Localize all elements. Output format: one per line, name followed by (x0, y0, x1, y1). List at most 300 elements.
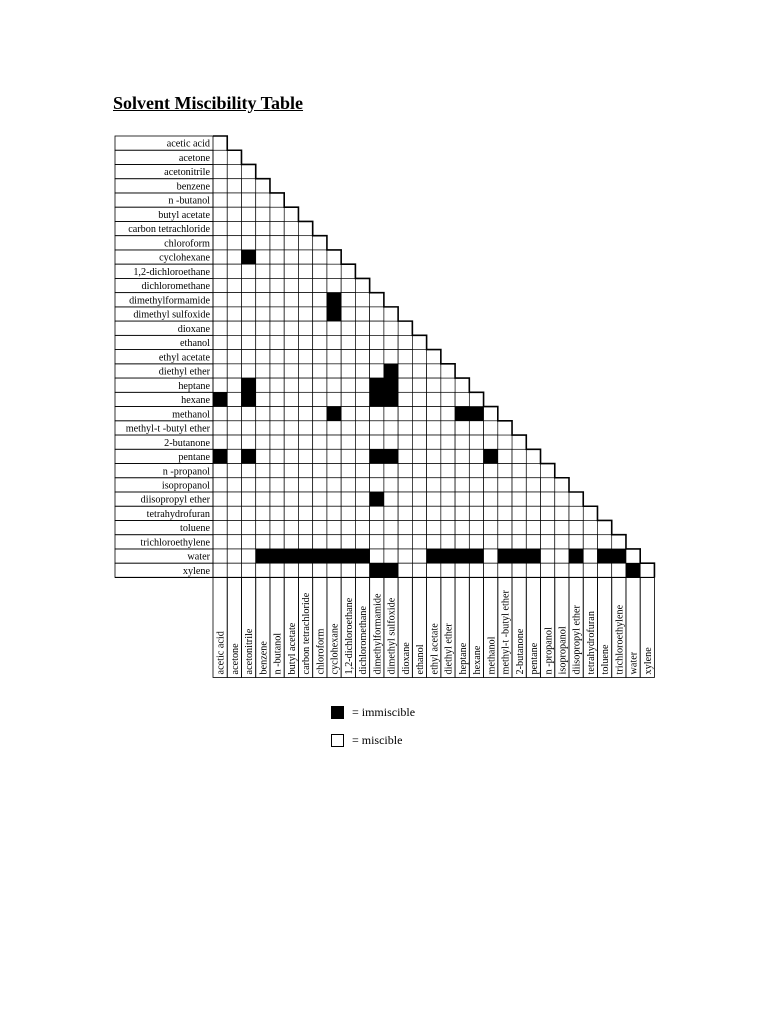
row-label: n -butanol (168, 195, 210, 207)
cell-miscible (427, 392, 441, 406)
cell-miscible (384, 421, 398, 435)
cell-miscible (298, 335, 312, 349)
cell-miscible (583, 520, 597, 534)
cell-miscible (327, 478, 341, 492)
cell-miscible (498, 563, 512, 577)
row-label: methyl-t -butyl ether (125, 423, 210, 435)
cell-miscible (341, 464, 355, 478)
cell-miscible (555, 549, 569, 563)
cell-miscible (341, 350, 355, 364)
cell-miscible (484, 506, 498, 520)
cell-miscible (270, 350, 284, 364)
cell-immiscible (213, 392, 227, 406)
cell-miscible (256, 563, 270, 577)
cell-miscible (370, 435, 384, 449)
cell-miscible (327, 350, 341, 364)
cell-miscible (298, 278, 312, 292)
cell-miscible (327, 506, 341, 520)
cell-miscible (213, 335, 227, 349)
cell-miscible (256, 520, 270, 534)
cell-miscible (555, 492, 569, 506)
cell-miscible (370, 407, 384, 421)
column-label: n -butanol (272, 632, 284, 675)
cell-miscible (427, 464, 441, 478)
cell-miscible (484, 478, 498, 492)
column-label: n -propanol (543, 627, 555, 675)
cell-miscible (341, 378, 355, 392)
cell-miscible (213, 307, 227, 321)
cell-miscible (370, 350, 384, 364)
cell-miscible (384, 520, 398, 534)
cell-miscible (355, 520, 369, 534)
cell-miscible (327, 435, 341, 449)
cell-miscible (298, 535, 312, 549)
cell-miscible (441, 464, 455, 478)
cell-miscible (213, 350, 227, 364)
column-label: dioxane (400, 642, 412, 675)
cell-miscible (270, 407, 284, 421)
cell-miscible (298, 321, 312, 335)
cell-miscible (427, 563, 441, 577)
cell-miscible (512, 464, 526, 478)
cell-miscible (313, 392, 327, 406)
cell-miscible (284, 449, 298, 463)
cell-miscible (256, 407, 270, 421)
cell-miscible (313, 563, 327, 577)
cell-miscible (284, 506, 298, 520)
cell-miscible (284, 520, 298, 534)
cell-immiscible (327, 407, 341, 421)
cell-miscible (455, 392, 469, 406)
cell-miscible (555, 563, 569, 577)
cell-miscible (256, 464, 270, 478)
cell-miscible (298, 520, 312, 534)
cell-miscible (313, 421, 327, 435)
cell-miscible (370, 335, 384, 349)
cell-miscible (526, 563, 540, 577)
cell-miscible (313, 520, 327, 534)
column-label: dimethylformamide (372, 593, 384, 675)
cell-miscible (256, 264, 270, 278)
cell-miscible (341, 321, 355, 335)
cell-miscible (398, 492, 412, 506)
cell-miscible (298, 264, 312, 278)
column-label: 2-butanone (514, 628, 526, 675)
cell-miscible (512, 492, 526, 506)
cell-miscible (227, 364, 241, 378)
cell-miscible (227, 421, 241, 435)
cell-miscible (412, 520, 426, 534)
cell-immiscible (370, 378, 384, 392)
cell-miscible (370, 478, 384, 492)
cell-miscible (256, 307, 270, 321)
column-label: 1,2-dichloroethane (343, 597, 355, 675)
cell-miscible (484, 535, 498, 549)
cell-miscible (227, 506, 241, 520)
cell-miscible (469, 435, 483, 449)
cell-miscible (313, 506, 327, 520)
cell-miscible (241, 478, 255, 492)
cell-miscible (270, 207, 284, 221)
cell-miscible (256, 350, 270, 364)
cell-miscible (241, 193, 255, 207)
cell-miscible (313, 464, 327, 478)
cell-immiscible (384, 449, 398, 463)
cell-miscible (341, 307, 355, 321)
cell-miscible (484, 435, 498, 449)
cell-miscible (313, 535, 327, 549)
cell-miscible (270, 563, 284, 577)
column-label: hexane (472, 645, 484, 675)
cell-miscible (398, 549, 412, 563)
cell-miscible (313, 293, 327, 307)
cell-immiscible (455, 549, 469, 563)
cell-immiscible (370, 392, 384, 406)
cell-miscible (441, 520, 455, 534)
cell-miscible (427, 449, 441, 463)
cell-miscible (298, 506, 312, 520)
cell-miscible (241, 364, 255, 378)
cell-miscible (241, 407, 255, 421)
cell-miscible (241, 350, 255, 364)
cell-immiscible (213, 449, 227, 463)
cell-miscible (427, 407, 441, 421)
cell-miscible (313, 449, 327, 463)
cell-miscible (227, 378, 241, 392)
cell-miscible (412, 364, 426, 378)
column-label: benzene (258, 641, 270, 675)
column-label: water (628, 651, 640, 675)
cell-immiscible (241, 449, 255, 463)
cell-miscible (341, 278, 355, 292)
cell-miscible (569, 520, 583, 534)
column-label: acetone (229, 643, 241, 675)
cell-miscible (227, 293, 241, 307)
cell-miscible (256, 449, 270, 463)
cell-miscible (284, 563, 298, 577)
cell-miscible (327, 520, 341, 534)
cell-immiscible (241, 378, 255, 392)
cell-miscible (256, 378, 270, 392)
cell-miscible (298, 421, 312, 435)
cell-miscible (441, 421, 455, 435)
cell-miscible (256, 321, 270, 335)
cell-miscible (213, 492, 227, 506)
cell-miscible (298, 435, 312, 449)
cell-miscible (284, 350, 298, 364)
cell-miscible (441, 478, 455, 492)
cell-miscible (398, 364, 412, 378)
cell-miscible (398, 563, 412, 577)
cell-miscible (355, 464, 369, 478)
cell-immiscible (569, 549, 583, 563)
row-label: tetrahydrofuran (146, 508, 210, 520)
cell-miscible (313, 378, 327, 392)
cell-miscible (241, 506, 255, 520)
cell-miscible (526, 506, 540, 520)
cell-miscible (284, 221, 298, 235)
row-label: dioxane (177, 323, 210, 335)
cell-miscible (313, 407, 327, 421)
cell-miscible (241, 221, 255, 235)
cell-miscible (583, 549, 597, 563)
column-label: toluene (600, 644, 612, 675)
cell-miscible (327, 335, 341, 349)
cell-miscible (427, 535, 441, 549)
cell-miscible (298, 378, 312, 392)
cell-miscible (412, 378, 426, 392)
cell-miscible (427, 520, 441, 534)
cell-immiscible (327, 549, 341, 563)
cell-miscible (313, 335, 327, 349)
cell-miscible (256, 492, 270, 506)
cell-miscible (284, 378, 298, 392)
cell-miscible (227, 179, 241, 193)
cell-immiscible (384, 392, 398, 406)
cell-miscible (541, 549, 555, 563)
cell-miscible (484, 549, 498, 563)
cell-miscible (327, 321, 341, 335)
immiscible-swatch (331, 706, 344, 719)
cell-miscible (227, 264, 241, 278)
cell-immiscible (284, 549, 298, 563)
cell-miscible (213, 407, 227, 421)
cell-miscible (284, 535, 298, 549)
cell-immiscible (270, 549, 284, 563)
row-label: acetic acid (166, 138, 210, 150)
cell-miscible (498, 492, 512, 506)
cell-miscible (284, 407, 298, 421)
cell-miscible (213, 506, 227, 520)
cell-miscible (441, 392, 455, 406)
cell-miscible (341, 335, 355, 349)
cell-miscible (256, 207, 270, 221)
cell-miscible (227, 535, 241, 549)
cell-miscible (313, 364, 327, 378)
row-label: ethanol (180, 338, 210, 350)
cell-miscible (227, 392, 241, 406)
cell-miscible (227, 236, 241, 250)
cell-immiscible (241, 392, 255, 406)
column-label: methanol (486, 636, 498, 675)
cell-miscible (270, 478, 284, 492)
cell-miscible (241, 464, 255, 478)
cell-miscible (455, 520, 469, 534)
cell-miscible (355, 435, 369, 449)
cell-miscible (256, 364, 270, 378)
cell-miscible (469, 535, 483, 549)
cell-miscible (355, 449, 369, 463)
cell-miscible (341, 506, 355, 520)
cell-miscible (398, 506, 412, 520)
cell-miscible (327, 264, 341, 278)
cell-miscible (412, 449, 426, 463)
cell-miscible (227, 164, 241, 178)
cell-miscible (213, 150, 227, 164)
cell-miscible (512, 506, 526, 520)
cell-miscible (227, 321, 241, 335)
cell-miscible (213, 478, 227, 492)
cell-miscible (270, 264, 284, 278)
cell-miscible (298, 464, 312, 478)
cell-immiscible (384, 378, 398, 392)
cell-miscible (597, 535, 611, 549)
cell-miscible (398, 449, 412, 463)
cell-miscible (355, 321, 369, 335)
row-label: diisopropyl ether (140, 494, 210, 506)
cell-immiscible (441, 549, 455, 563)
row-label: dichloromethane (141, 281, 210, 293)
cell-miscible (213, 535, 227, 549)
row-label: dimethyl sulfoxide (133, 309, 210, 321)
column-label: trichloroethylene (614, 604, 626, 675)
cell-miscible (341, 421, 355, 435)
cell-miscible (384, 506, 398, 520)
column-label: acetonitrile (244, 628, 256, 675)
cell-miscible (213, 520, 227, 534)
column-label: xylene (642, 647, 654, 675)
legend-miscible (331, 733, 402, 748)
cell-miscible (298, 563, 312, 577)
cell-miscible (213, 435, 227, 449)
cell-miscible (498, 464, 512, 478)
cell-miscible (313, 492, 327, 506)
cell-miscible (398, 421, 412, 435)
column-label: heptane (457, 642, 469, 675)
cell-miscible (469, 520, 483, 534)
cell-miscible (227, 449, 241, 463)
cell-miscible (284, 392, 298, 406)
cell-immiscible (484, 449, 498, 463)
cell-miscible (512, 478, 526, 492)
cell-miscible (427, 364, 441, 378)
cell-miscible (341, 435, 355, 449)
column-label: dichloromethane (358, 605, 370, 675)
cell-miscible (270, 221, 284, 235)
cell-miscible (270, 293, 284, 307)
cell-miscible (384, 535, 398, 549)
row-label: pentane (178, 452, 210, 464)
cell-miscible (213, 207, 227, 221)
cell-miscible (597, 563, 611, 577)
cell-miscible (341, 478, 355, 492)
cell-miscible (398, 392, 412, 406)
cell-miscible (313, 250, 327, 264)
cell-miscible (213, 193, 227, 207)
row-label: diethyl ether (158, 366, 210, 378)
cell-immiscible (313, 549, 327, 563)
cell-miscible (313, 307, 327, 321)
cell-miscible (412, 506, 426, 520)
column-label: acetic acid (215, 631, 227, 675)
cell-miscible (270, 335, 284, 349)
cell-miscible (298, 250, 312, 264)
row-label: trichloroethylene (140, 537, 210, 549)
row-label: carbon tetrachloride (128, 224, 210, 236)
cell-miscible (384, 478, 398, 492)
row-label: 2-butanone (164, 437, 210, 449)
cell-immiscible (384, 364, 398, 378)
cell-miscible (256, 193, 270, 207)
cell-miscible (355, 364, 369, 378)
cell-miscible (270, 535, 284, 549)
cell-miscible (298, 449, 312, 463)
cell-miscible (213, 421, 227, 435)
cell-miscible (427, 478, 441, 492)
cell-miscible (313, 264, 327, 278)
cell-miscible (441, 449, 455, 463)
cell-miscible (384, 335, 398, 349)
cell-miscible (327, 421, 341, 435)
cell-miscible (412, 464, 426, 478)
cell-miscible (412, 421, 426, 435)
cell-miscible (384, 549, 398, 563)
cell-miscible (498, 435, 512, 449)
cell-miscible (412, 392, 426, 406)
cell-miscible (241, 563, 255, 577)
cell-miscible (298, 236, 312, 250)
cell-miscible (284, 236, 298, 250)
row-label: hexane (181, 395, 210, 407)
cell-miscible (298, 492, 312, 506)
cell-miscible (355, 392, 369, 406)
cell-miscible (227, 563, 241, 577)
cell-miscible (484, 492, 498, 506)
cell-miscible (441, 407, 455, 421)
cell-immiscible (256, 549, 270, 563)
cell-miscible (441, 492, 455, 506)
cell-miscible (355, 378, 369, 392)
cell-miscible (370, 506, 384, 520)
cell-miscible (270, 421, 284, 435)
cell-miscible (412, 407, 426, 421)
row-label: n -propanol (162, 466, 210, 478)
cell-miscible (284, 264, 298, 278)
cell-miscible (541, 535, 555, 549)
cell-miscible (241, 421, 255, 435)
cell-miscible (298, 293, 312, 307)
cell-miscible (398, 464, 412, 478)
cell-miscible (569, 563, 583, 577)
cell-immiscible (498, 549, 512, 563)
cell-miscible (341, 392, 355, 406)
cell-miscible (213, 250, 227, 264)
cell-miscible (412, 549, 426, 563)
cell-miscible (427, 492, 441, 506)
column-label: diisopropyl ether (571, 605, 583, 675)
cell-miscible (227, 464, 241, 478)
cell-miscible (213, 549, 227, 563)
cell-miscible (327, 449, 341, 463)
cell-miscible (270, 278, 284, 292)
cell-miscible (341, 449, 355, 463)
cell-miscible (412, 350, 426, 364)
cell-miscible (455, 563, 469, 577)
cell-miscible (569, 535, 583, 549)
column-label: butyl acetate (286, 622, 298, 675)
cell-miscible (227, 435, 241, 449)
cell-miscible (227, 250, 241, 264)
cell-miscible (270, 506, 284, 520)
cell-miscible (341, 563, 355, 577)
cell-miscible (256, 478, 270, 492)
cell-miscible (427, 435, 441, 449)
cell-miscible (370, 364, 384, 378)
row-label: xylene (182, 565, 210, 577)
cell-miscible (227, 492, 241, 506)
cell-miscible (327, 278, 341, 292)
cell-miscible (213, 221, 227, 235)
